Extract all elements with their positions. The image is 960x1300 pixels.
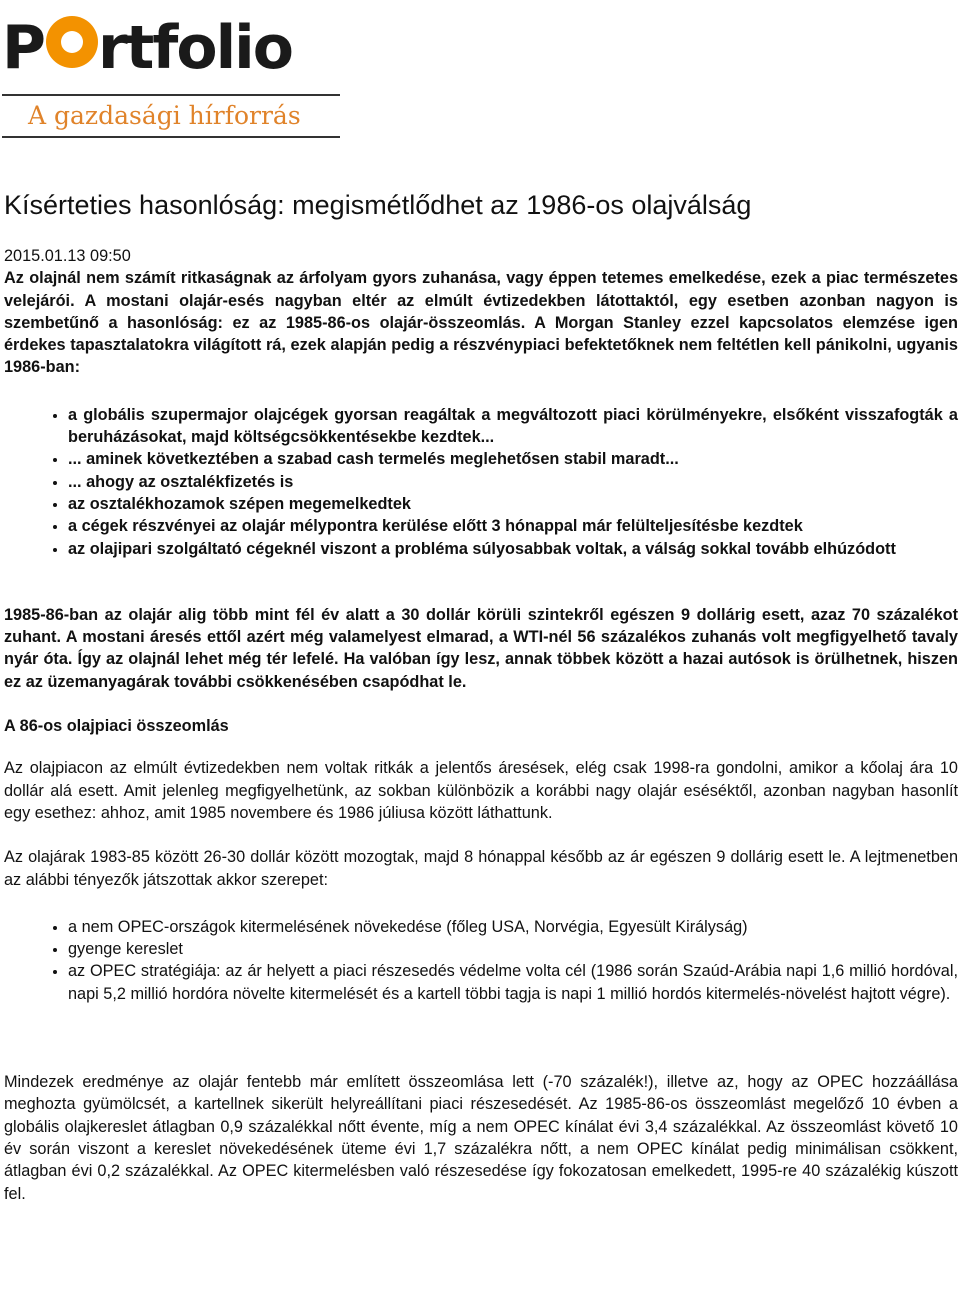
- logo-wordmark: [2, 12, 292, 84]
- paragraph-conclusion: Mindezek eredménye az olajár fentebb már említett összeomlása lett (-70 százalék!), illetve az, hogy az OPEC hozzáállása meghozta gyümölcsét, a kartellnek sikerült helyreállítani piaci részesedését. Az 1985-86-os összeomlást megelőző 10 évben a globális olajkereslet átlagban 0,9 százalékkal nőtt évente, míg a nem OPEC kínálat évi 3,4 százalékkal. Az összeomlást követő 10 év során viszont a kereslet növekedésének üteme évi 1,7 százalékra nőtt, a nem OPEC kínálat pedig minimálisan csökkent, átlagban évi 0,2 százalékkal. Az OPEC kitermelésben való részesedése így fokozatosan emelkedett, 1995-re 40 százalékig kúszott fel.: [4, 1073, 958, 1203]
- paragraph-history: Az olajpiacon az elmúlt évtizedekben nem voltak ritkák a jelentős áresések, elég csak 1998-ra gondolni, amikor a kőolaj ára 10 dollár alá esett. Amit jelenleg megfigyelhetünk, az sokban különbözik a korábbi nagy olajár eséséktől, azonban nagyban hasonlít egy esethez: ahhoz, amit 1985 novembere és 1986 júliusa között láthattunk.: [4, 759, 958, 822]
- list-item: • a cégek részvényei az olajár mélypontra kerülése előtt 3 hónappal már felülteljesítésbe kezdtek: [68, 515, 958, 537]
- logo-divider-bottom: [2, 136, 340, 138]
- logo-letter-p: P: [2, 13, 44, 83]
- logo-orange-o-icon: [46, 16, 98, 68]
- logo-divider-top: [2, 94, 340, 96]
- list-item: • ... ahogy az osztalékfizetés is: [68, 471, 958, 493]
- article-intro: Az olajnál nem számít ritkaságnak az árfolyam gyors zuhanása, vagy éppen tetemes emelkedése, ezek a piac természetes velejárói. A mostani olajár-esés nagyban eltér az elmúlt évtizedekben látottaktól, egy esetben azonban nagyon is szembetűnő a hasonlóság: ez az 1985-86-os olajár-összeomlás. A Morgan Stanley ezzel kapcsolatos elemzése igen érdekes tapasztalatokra világított rá, ezek alapján pedig a részvénypiaci befektetőknek nem feltétlen kell pánikolni, ugyanis 1986-ban:: [4, 269, 958, 377]
- list-item: • a nem OPEC-országok kitermelésének növekedése (főleg USA, Norvégia, Egyesült Királyság): [68, 916, 958, 938]
- logo-tagline: A gazdasági hírforrás: [28, 101, 301, 130]
- article-title: Kísérteties hasonlóság: megismétlődhet az 1986-os olajválság: [4, 190, 752, 220]
- list-item: • ... aminek következtében a szabad cash termelés meglehetősen stabil maradt...: [68, 448, 958, 470]
- article-body: [4, 245, 958, 1205]
- list-item: • a globális szupermajor olajcégek gyorsan reagáltak a megváltozott piaci körülményekre, elsőként visszafogták a beruházásokat, majd költségcsökkentésekbe kezdtek...: [68, 404, 958, 449]
- logo-word-rest: rtfolio: [97, 13, 292, 83]
- section-heading: A 86-os olajpiaci összeomlás: [4, 717, 229, 736]
- list-item: • gyenge kereslet: [68, 938, 958, 960]
- article-date: 2015.01.13 09:50: [4, 247, 131, 265]
- list-item: • az olajipari szolgáltató cégeknél viszont a probléma súlyosabbak voltak, a válság sokkal tovább elhúzódott: [68, 538, 958, 560]
- paragraph-summary: 1985-86-ban az olajár alig több mint fél év alatt a 30 dollár körüli szintekről egészen 9 dollárig esett, azaz 70 százalékot zuhant. A mostani áresés ettől azért még valamelyest elmarad, a WTI-nél 56 százalékos zuhanás volt megfigyelhető tavaly nyár óta. Így az olajnál lehet még tér lefelé. Ha valóban így lesz, annak többek között a hazai autósok is örülhetnek, hiszen ez az üzemanyagárak további csökkenésében csapódhat le.: [4, 605, 958, 691]
- findings-list: [4, 404, 958, 560]
- portfolio-logo[interactable]: [0, 0, 345, 142]
- list-item: • az OPEC stratégiája: az ár helyett a piaci részesedés védelme volta cél (1986 során Szaúd-Arábia napi 1,6 millió hordóval, napi 5,2 millió hordóra növelte kitermelését és a kartell többi tagja is napi 1 millió hordós kitermelés-növelést hajtott végre).: [68, 960, 958, 1005]
- list-item: • az osztalékhozamok szépen megemelkedtek: [68, 493, 958, 515]
- paragraph-factors-intro: Az olajárak 1983-85 között 26-30 dollár között mozogtak, majd 8 hónappal később az ár egészen 9 dollárig esett le. A lejtmenetben az alábbi tényezők játszottak akkor szerepet:: [4, 848, 958, 889]
- factors-list: [4, 916, 958, 1005]
